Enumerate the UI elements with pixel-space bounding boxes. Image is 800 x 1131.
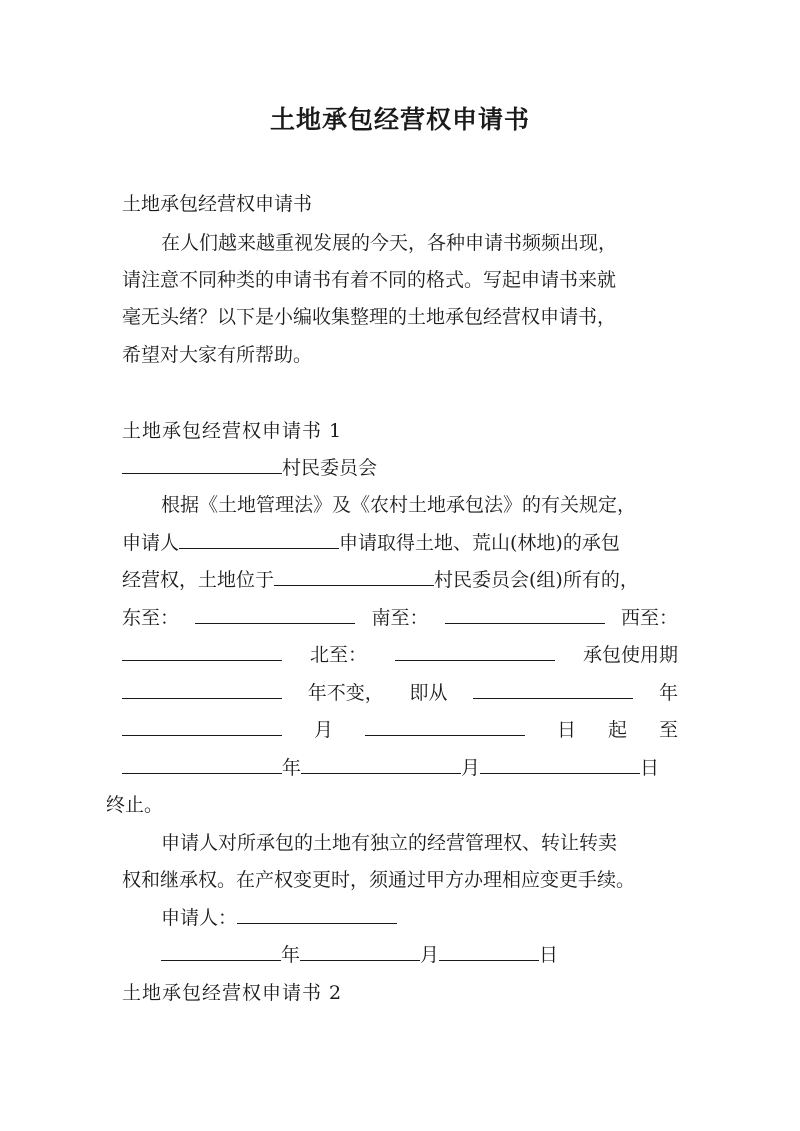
section1-heading: 土地承包经营权申请书 1 <box>122 420 343 442</box>
addressee-blank[interactable] <box>122 456 282 474</box>
intro-line-1: 在人们越来越重视发展的今天，各种申请书频频出现， <box>161 232 618 254</box>
signature-blank[interactable] <box>237 906 397 924</box>
boundary-line-1 <box>122 606 678 630</box>
intro-line-3: 毫无头绪？以下是小编收集整理的土地承包经营权申请书， <box>122 306 617 328</box>
date-month-label: 月 <box>420 944 440 966</box>
document-title: 土地承包经营权申请书 <box>269 105 530 134</box>
location-label: 经营权，土地位于 <box>122 569 275 591</box>
start-day-blank[interactable] <box>365 718 525 736</box>
signature-line <box>161 906 397 930</box>
end-month-blank[interactable] <box>301 756 461 774</box>
date-day-blank[interactable] <box>439 943 539 961</box>
day-label-1: 日 <box>556 719 576 741</box>
east-blank[interactable] <box>195 606 355 624</box>
term-line-2 <box>122 718 678 742</box>
p1-line-2-text: 申请取得土地、荒山(林地)的承包 <box>339 532 620 554</box>
starting-label: 起 <box>607 719 627 741</box>
south-label: 南至： <box>371 607 429 629</box>
applicant-label: 申请人 <box>122 532 180 554</box>
term-line-3 <box>122 756 659 780</box>
start-year-blank[interactable] <box>473 681 633 699</box>
west-blank[interactable] <box>122 643 282 661</box>
date-year-blank[interactable] <box>161 943 281 961</box>
date-year-label: 年 <box>281 944 301 966</box>
p1-line-3 <box>122 568 639 592</box>
date-day-label: 日 <box>539 944 559 966</box>
signature-label: 申请人： <box>161 907 238 929</box>
term-label: 承包使用期 <box>582 644 678 666</box>
location-blank[interactable] <box>274 568 434 586</box>
month-label-1: 月 <box>313 719 333 741</box>
end-day-blank[interactable] <box>480 756 640 774</box>
section2-heading: 土地承包经营权申请书 2 <box>122 982 343 1004</box>
boundary-line-2 <box>122 643 678 667</box>
from-label: 即从 <box>409 682 448 704</box>
p1-line-3-text: 村民委员会(组)所有的， <box>434 569 639 591</box>
end-line: 终止。 <box>106 794 164 816</box>
p1-line-1: 根据《土地管理法》及《农村土地承包法》的有关规定， <box>161 494 637 516</box>
date-line <box>161 943 558 967</box>
addressee-line <box>122 456 377 480</box>
to-label: 至 <box>658 719 678 741</box>
north-blank[interactable] <box>395 643 555 661</box>
day-label-2: 日 <box>640 757 660 779</box>
term-line-1 <box>122 681 678 705</box>
p2-line-1: 申请人对所承包的土地有独立的经营管理权、转让转卖 <box>161 832 618 854</box>
term-years-blank[interactable] <box>122 681 282 699</box>
year-label-2: 年 <box>282 757 302 779</box>
start-month-blank[interactable] <box>122 718 282 736</box>
year-label-1: 年 <box>658 682 678 704</box>
applicant-blank[interactable] <box>179 531 339 549</box>
north-label: 北至： <box>309 644 367 666</box>
month-label-2: 月 <box>461 757 481 779</box>
p1-line-2 <box>122 531 620 555</box>
p2-line-2: 权和继承权。在产权变更时，须通过甲方办理相应变更手续。 <box>122 869 636 891</box>
end-year-blank[interactable] <box>122 756 282 774</box>
date-month-blank[interactable] <box>300 943 420 961</box>
intro-line-4: 希望对大家有所帮助。 <box>122 344 313 366</box>
east-label: 东至： <box>122 607 180 629</box>
years-unchanged-label: 年不变， <box>307 682 384 704</box>
west-label: 西至： <box>620 607 678 629</box>
intro-line-2: 请注意不同种类的申请书有着不同的格式。写起申请书来就 <box>122 269 617 291</box>
intro-heading: 土地承包经营权申请书 <box>122 193 313 215</box>
addressee-suffix: 村民委员会 <box>282 457 378 479</box>
south-blank[interactable] <box>445 606 605 624</box>
